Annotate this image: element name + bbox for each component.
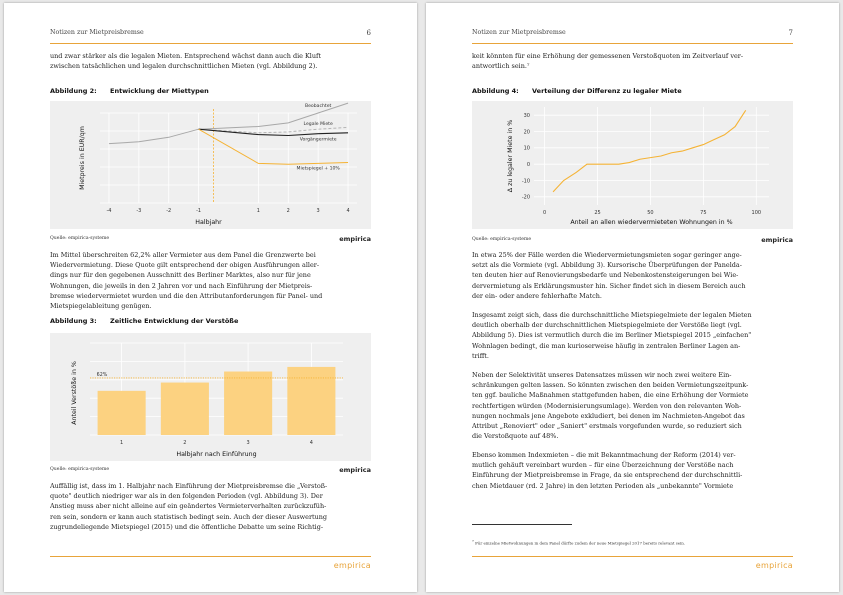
x-tick-label: 50 — [647, 210, 654, 216]
x-tick-label: 3 — [246, 440, 250, 446]
chart-svg — [50, 333, 371, 461]
x-tick-label: 75 — [700, 210, 707, 216]
page-header — [472, 29, 793, 44]
empirica-logo: empirica — [339, 235, 371, 243]
figure-source: Quelle: empirica-systeme empirica — [50, 235, 371, 243]
x-tick-label: 100 — [751, 210, 762, 216]
y-axis-label: Mietpreis in EUR/qm — [79, 126, 86, 190]
x-axis-label: Halbjahr nach Einführung — [176, 451, 257, 458]
footnote-rule — [472, 524, 572, 525]
figure-2-title: Abbildung 2: Entwicklung der Miettypen — [50, 87, 209, 95]
x-tick-label: 4 — [346, 208, 350, 214]
empirica-logo: empirica — [761, 236, 793, 244]
y-tick-label: -20 — [521, 194, 530, 201]
header-title: Notizen zur Mietpreisbremse — [472, 29, 566, 36]
bar — [98, 391, 146, 435]
chart-svg — [50, 101, 371, 229]
x-tick-label: 2 — [183, 440, 187, 446]
footnote: $^7$ Für einzelne Mietwohnungen in dem Panel dürfte zudem der neue Mietspiegel 2017 bereits relevant sein. — [472, 539, 686, 546]
series-line — [199, 129, 348, 164]
x-axis-label: Anteil an allen wiedervermieteten Wohnungen in % — [570, 219, 733, 226]
x-tick-label: 3 — [316, 208, 320, 214]
x-tick-label: -4 — [106, 208, 112, 214]
page-right — [426, 3, 839, 592]
page-number: 6 — [366, 29, 371, 37]
chart-miettypen — [50, 101, 371, 229]
x-axis-label: Halbjahr — [195, 219, 222, 226]
reference-label: 62% — [96, 372, 108, 378]
x-tick-label: 25 — [594, 210, 601, 216]
bar — [224, 372, 272, 435]
y-tick-label: 20 — [523, 129, 530, 136]
series-label: Beobachtet — [304, 104, 332, 110]
footer-brand: empirica — [755, 561, 793, 570]
paragraph: Ebenso kommen Indexmieten – die mit Bekanntmachung der Reform (2014) ver- mutlich gehäuft vereinbart wurden – für eine Überzeichnung der Verstöße nach Einführung der Mietpreisbremse in Frage, da sie entsprechend der durchschnittli- chen Mietdauer (rd. 2 Jahre) in den letzten Perioden als „unbekannte" Vormiete — [472, 451, 743, 490]
figure-4-title: Abbildung 4: Verteilung der Differenz zu legaler Miete — [472, 87, 682, 95]
paragraph: Insgesamt zeigt sich, dass die durchschnittliche Mietspiegelmiete der legalen Mieten deutlich oberhalb der durchschnittlichen Mietspiegelmiete der Verstöße liegt (vgl. Abbildung 5). Dies ist vermutlich durch die im Berliner Mietspiegel 2015 „einfachen" Wohnlagen bedingt, die man kurioserweise häufig in zentralen Berliner Lagen an- trifft. — [472, 311, 752, 360]
paragraph: Auffällig ist, dass im 1. Halbjahr nach Einführung der Mietpreisbremse die „Verstoß- quote" deutlich niedriger war als in den folgenden Perioden (vgl. Abbildung 3). Der Anstieg muss aber nicht alleine auf ein geändertes Vermieterverhalten zurückzufüh- ren sein, sondern er kann auch statistisch bedingt sein. Auch der dieser Auswertung zugrundeliegende Mietspiegel (2015) und die öffentliche Debatte um seine Richtig- — [50, 482, 328, 531]
bar — [161, 383, 209, 435]
y-tick-label: 0 — [526, 161, 530, 168]
paragraph: und zwar stärker als die legalen Mieten. Entsprechend wächst dann auch die Kluft zwischen tatsächlichen und legalen durchschnittlichen Mieten (vgl. Abbildung 2). — [50, 52, 321, 71]
x-tick-label: 2 — [286, 208, 290, 214]
y-tick-label: -10 — [521, 178, 530, 185]
chart-differenz — [472, 101, 793, 229]
series-label: Mietspiegel + 10% — [296, 166, 340, 172]
paragraph: Neben der Selektivität unseres Datensatzes müssen wir noch zwei weitere Ein- schränkungen gelten lassen. So könnten zwischen den beiden Vermietungszeitpunk- ten ggf. bauliche Maßnahmen stattgefunden haben, die eine Erhöhung der Vormiete rechtfertigen würden (Modernisierungsumlage). Werden von den relevanten Woh- nungen nochmals jene Angebote exkludiert, bei denen im Nachmieten-Angebot das Attribut „Renoviert" oder „Saniert" erstmals vorgefunden wurde, so reduziert sich die Verstoßquote auf 48%. — [472, 371, 749, 441]
series-label: Legale Miete — [303, 122, 333, 128]
page-left — [4, 3, 417, 592]
page-header — [50, 29, 371, 44]
y-axis-label: Anteil Verstöße in % — [71, 361, 78, 425]
x-tick-label: -2 — [166, 208, 172, 214]
figure-source: Quelle: empirica-systeme empirica — [50, 466, 371, 474]
x-tick-label: 0 — [542, 210, 547, 216]
x-tick-label: 1 — [256, 208, 260, 214]
empirica-logo: empirica — [339, 466, 371, 474]
x-tick-label: -1 — [196, 208, 202, 214]
y-axis-label: Δ zu legaler Miete in % — [507, 119, 514, 193]
chart-svg — [472, 101, 793, 229]
page-number: 7 — [788, 29, 793, 37]
page-footer — [50, 556, 371, 573]
series-line — [553, 110, 746, 192]
page-footer — [472, 556, 793, 573]
paragraph: keit könnten für eine Erhöhung der gemessenen Verstoßquoten im Zeitverlauf ver- antwortlich sein.⁷ — [472, 52, 744, 71]
figure-3-title: Abbildung 3: Zeitliche Entwicklung der Verstöße — [50, 317, 239, 325]
header-title: Notizen zur Mietpreisbremse — [50, 29, 144, 36]
paragraph: In etwa 25% der Fälle werden die Wiedervermietungsmieten sogar geringer ange- setzt als die Vormiete (vgl. Abbildung 3). Kursorische Überprüfungen der Panelda- ten deuten hier auf Renovierungsbedarfe und Nebenkostensteigerungen bei Wie- dervermietung als Erklärungsmuster hin. Sicher findet sich in diesem Bereich auch der ein- oder andere fehlerhafte Match. — [472, 251, 746, 300]
x-tick-label: 4 — [309, 440, 313, 446]
bar — [287, 367, 335, 435]
footer-brand: empirica — [333, 561, 371, 570]
x-tick-label: -3 — [136, 208, 142, 214]
series-label: Vorgängermiete — [299, 137, 337, 143]
x-tick-label: 1 — [120, 440, 124, 446]
paragraph: Im Mittel überschreiten 62,2% aller Vermieter aus dem Panel die Grenzwerte bei Wiedervermietung. Diese Quote gilt entsprechend der obigen Ausführungen aller- dings nur für den gegebenen Ausschnitt des Berliner Marktes, also nur für jene Wohnungen, die jeweils in den 2 Jahren vor und nach Einführung der Mietpreis- bremse wiedervermietet wurden und die den Attributanforderungen für Panel- und Mietspiegelableitung genügen. — [50, 251, 323, 310]
chart-verstoesse — [50, 333, 371, 461]
y-tick-label: 30 — [523, 112, 530, 119]
y-tick-label: 10 — [523, 145, 530, 152]
figure-source: Quelle: empirica-systeme empirica — [472, 236, 793, 244]
